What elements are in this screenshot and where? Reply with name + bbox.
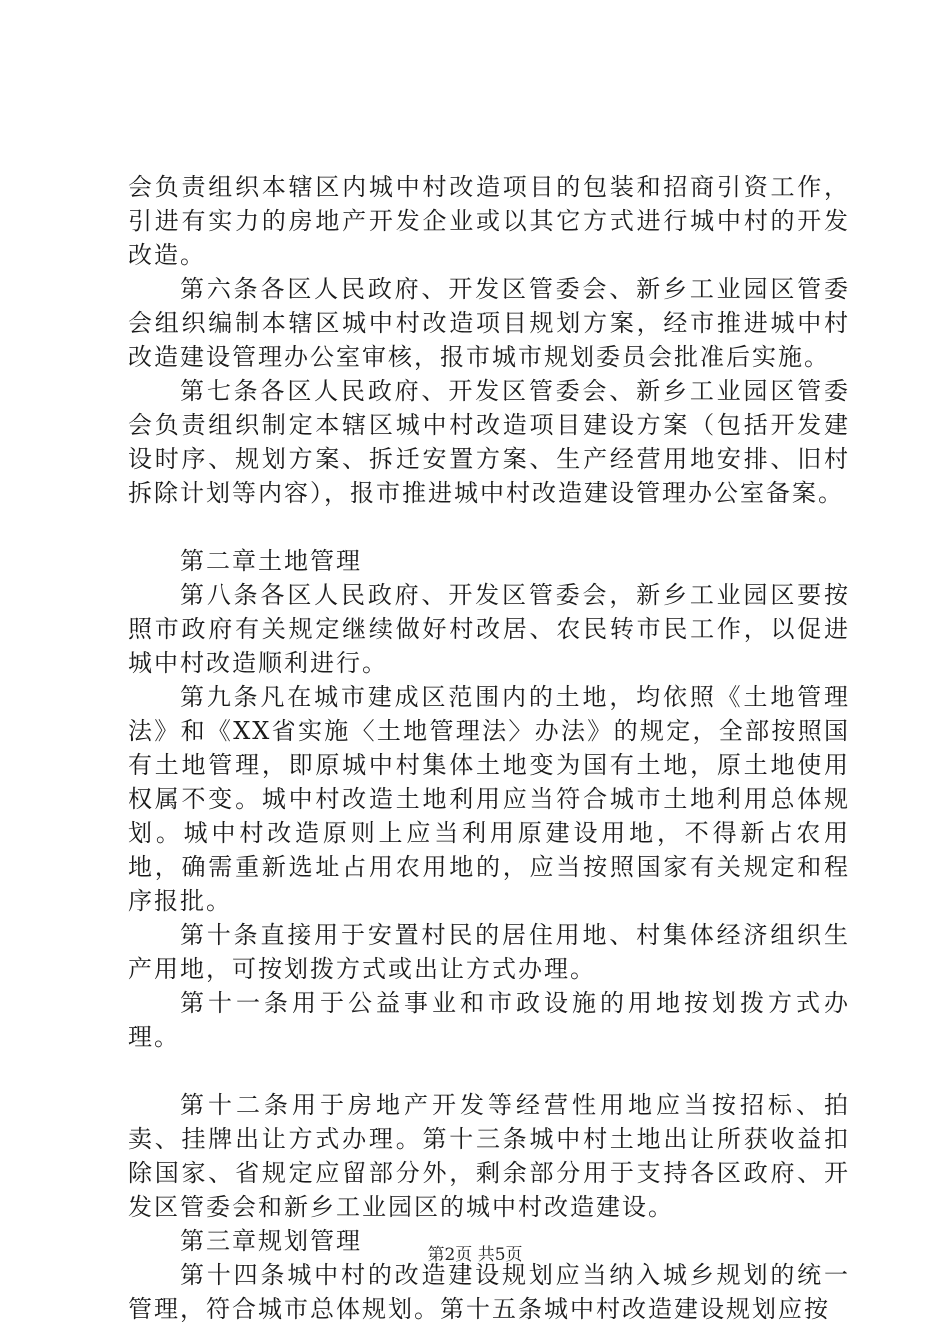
article-12-13: 第十二条用于房地产开发等经营性用地应当按招标、拍卖、挂牌出让方式办理。第十三条城中村土地出让所获收益扣除国家、省规定应留部分外，剩余部分用于支持各区政府、开发区管委会和新乡工业园区的城中村改造建设。 <box>128 1091 850 1221</box>
document-body <box>128 170 850 1326</box>
spacer <box>128 1054 850 1088</box>
spacer <box>128 510 850 544</box>
chapter-3-heading: 第三章规划管理 <box>180 1227 362 1255</box>
article-11: 第十一条用于公益事业和市政设施的用地按划拨方式办理。 <box>128 989 850 1051</box>
paragraph-continuation: 会负责组织本辖区内城中村改造项目的包装和招商引资工作，引进有实力的房地产开发企业或以其它方式进行城中村的开发改造。 <box>128 173 850 269</box>
page-footer: 第2页 共5页 <box>427 1245 523 1265</box>
article-10: 第十条直接用于安置村民的居住用地、村集体经济组织生产用地，可按划拨方式或出让方式办理。 <box>128 921 850 983</box>
article-14-15: 第十四条城中村的改造建设规划应当纳入城乡规划的统一管理，符合城市总体规划。第十五条城中村改造建设规划应按 <box>128 1261 850 1323</box>
article-6: 第六条各区人民政府、开发区管委会、新乡工业园区管委会组织编制本辖区城中村改造项目规划方案，经市推进城中村改造建设管理办公室审核，报市城市规划委员会批准后实施。 <box>128 275 850 371</box>
chapter-2-heading: 第二章土地管理 <box>180 547 362 575</box>
article-9: 第九条凡在城市建成区范围内的土地，均依照《土地管理法》和《XX省实施〈土地管理法〉办法》的规定，全部按照国有土地管理，即原城中村集体土地变为国有土地，原土地使用权属不变。城中村改造土地利用应当符合城市土地利用总体规划。城中村改造原则上应当利用原建设用地，不得新占农用地，确需重新选址占用农用地的，应当按照国家有关规定和程序报批。 <box>128 683 850 915</box>
article-7: 第七条各区人民政府、开发区管委会、新乡工业园区管委会负责组织制定本辖区城中村改造项目建设方案（包括开发建设时序、规划方案、拆迁安置方案、生产经营用地安排、旧村拆除计划等内容），报市推进城中村改造建设管理办公室备案。 <box>128 377 850 507</box>
article-8: 第八条各区人民政府、开发区管委会，新乡工业园区要按照市政府有关规定继续做好村改居、农民转市民工作，以促进城中村改造顺利进行。 <box>128 581 850 677</box>
